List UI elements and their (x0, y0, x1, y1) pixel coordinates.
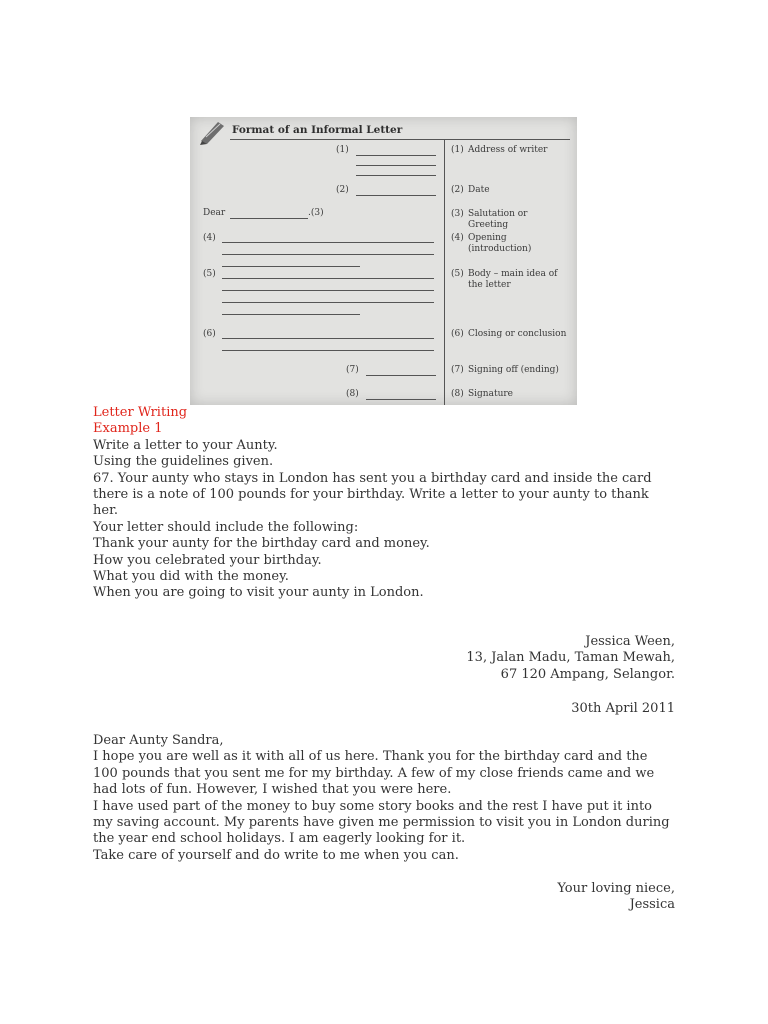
figure-title: Format of an Informal Letter (232, 124, 403, 136)
task-point: What you did with the money. (93, 569, 289, 585)
legend-item (451, 269, 571, 291)
legend-item (451, 389, 571, 400)
legend-number: (4) (451, 233, 464, 243)
legend-number: (1) (451, 145, 464, 155)
task-instruction: Write a letter to your Aunty. (93, 437, 278, 453)
legend-item (451, 233, 571, 255)
body-line (222, 278, 434, 279)
task-point: When you are going to visit your aunty in London. (93, 585, 424, 601)
legend-number: (8) (451, 389, 464, 399)
salutation: Dear Aunty Sandra, (93, 733, 224, 748)
address-line: 13, Jalan Madu, Taman Mewah, (466, 650, 675, 666)
task-prompt: 67. Your aunty who stays in London has sent you a birthday card and inside the card there is a note of 100 pounds for your birthday. Write a letter to your aunty to thank her. (93, 470, 652, 519)
closing: Your loving niece, (557, 881, 675, 896)
task-point: How you celebrated your birthday. (93, 552, 322, 568)
figure-title-rule (230, 139, 570, 140)
body-line (222, 314, 360, 315)
figure-marker-4: (4) (203, 233, 216, 243)
legend-item (451, 209, 571, 231)
figure-marker-6: (6) (203, 329, 216, 339)
legend-number: (2) (451, 185, 464, 195)
quill-icon (198, 119, 226, 145)
task-instruction: Using the guidelines given. (93, 454, 274, 470)
legend-item (451, 145, 571, 156)
section-title: Letter Writing (93, 405, 188, 420)
opening-line (222, 242, 434, 243)
figure-marker-2: (2) (336, 185, 349, 195)
figure-marker-7: (7) (346, 365, 359, 375)
figure-marker-5: (5) (203, 269, 216, 279)
address-line (356, 175, 436, 176)
body-paragraph: I hope you are well as it with all of us here. Thank you for the birthday card and the 100 pounds that you sent me for my birthday. A few of my close friends came and we had lots of fun. However, I wished that you were here. (93, 749, 655, 798)
opening-line (222, 254, 434, 255)
address-line: 67 120 Ampang, Selangor. (500, 666, 675, 682)
legend-label: Body – main idea of the letter (468, 269, 558, 290)
task-point: Thank your aunty for the birthday card and money. (93, 536, 430, 552)
signature-line (366, 399, 436, 400)
informal-letter-format-figure (190, 117, 577, 405)
writer-address (93, 634, 675, 683)
legend-number: (7) (451, 365, 464, 375)
example-label: Example 1 (93, 421, 163, 437)
letter-signoff (93, 881, 675, 914)
address-line (356, 165, 436, 166)
legend-label: Address of writer (468, 145, 548, 155)
legend-number: (6) (451, 329, 464, 339)
legend-label: Opening (introduction) (468, 233, 532, 254)
legend-label: Signature (468, 389, 514, 399)
legend-label: Signing off (ending) (468, 365, 559, 375)
figure-dear-label: Dear (203, 208, 226, 218)
opening-line (222, 266, 360, 267)
figure-marker-8: (8) (346, 389, 359, 399)
legend-label: Salutation or Greeting (468, 209, 528, 230)
include-intro: Your letter should include the following: (93, 519, 359, 535)
salutation-line (230, 218, 308, 219)
body-line (222, 290, 434, 291)
legend-item (451, 329, 571, 340)
date-line (356, 195, 436, 196)
signing-off-line (366, 375, 436, 376)
body-paragraph: I have used part of the money to buy some story books and the rest I have put it into my saving account. My parents have given me permission to visit you in London during the year end school holidays. I am eagerly looking for it. (93, 798, 670, 847)
address-line (356, 155, 436, 156)
body-paragraph: Take care of yourself and do write to me when you can. (93, 847, 459, 863)
legend-item (451, 185, 571, 196)
legend-item (451, 365, 571, 376)
task-section (93, 405, 675, 602)
closing-line (222, 350, 434, 351)
address-line: Jessica Ween, (585, 634, 675, 649)
legend-label: Date (468, 185, 490, 195)
figure-marker-1: (1) (336, 145, 349, 155)
figure-marker-3: .(3) (308, 208, 324, 218)
body-line (222, 302, 434, 303)
figure-column-divider (444, 139, 445, 405)
letter-date (93, 701, 675, 717)
legend-number: (3) (451, 209, 464, 219)
legend-label: Closing or conclusion (468, 329, 567, 339)
signature: Jessica (629, 897, 675, 913)
closing-line (222, 338, 434, 339)
letter-body (93, 733, 675, 864)
date-text: 30th April 2011 (571, 701, 675, 716)
legend-number: (5) (451, 269, 464, 279)
